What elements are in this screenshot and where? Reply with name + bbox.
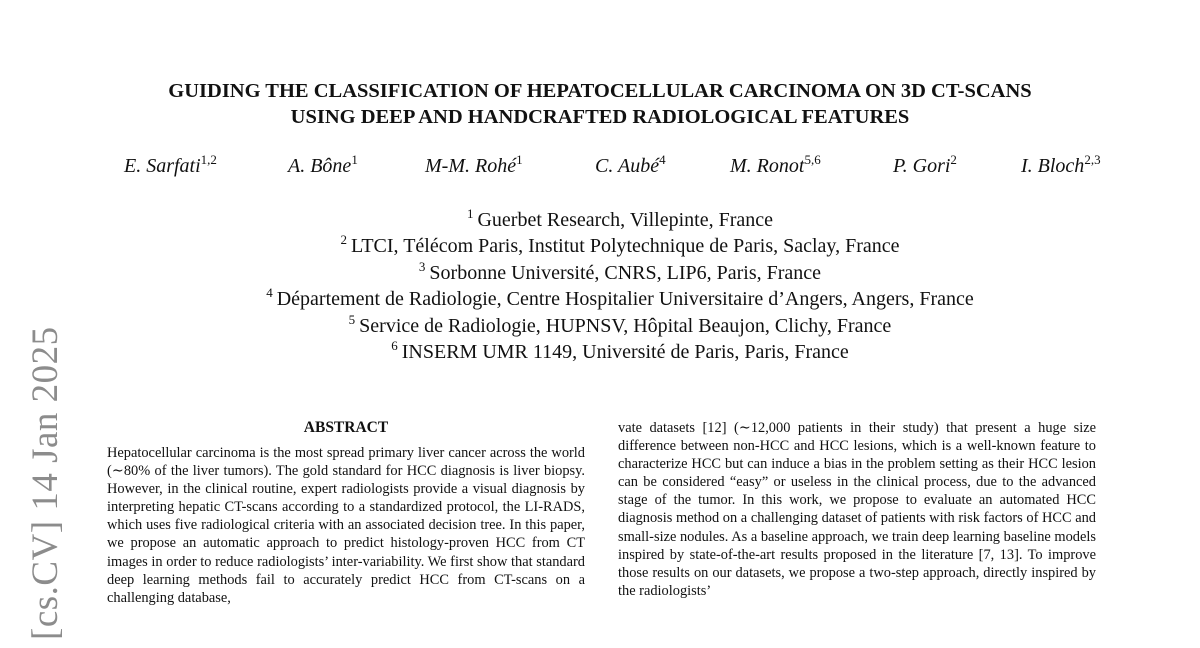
abstract-heading: ABSTRACT: [303, 419, 389, 436]
arxiv-stamp: [cs.CV] 14 Jan 2025: [25, 326, 66, 640]
abstract-body: Hepatocellular carcinoma is the most spread primary liver cancer across the world (∼80% of the liver tumors). The gold standard for HCC diagnosis is liver biopsy. However, in the clinical routine, expert radiologists provide a visual diagnosis by interpreting hepatic CT-scans according to a standardized protocol, the LI-RADS, which uses five radiological criteria with an associated decision tree. In this paper, we propose an automatic approach to predict histology-proven HCC from CT images in order to reduce radiologists’ inter-variability. We first show that standard deep learning methods fail to accurately predict HCC from CT-scans on a challenging database,: [107, 445, 585, 606]
author-2: A. Bône$^1$: [288, 152, 358, 177]
intro-body-right-column: vate datasets [12] (∼12,000 patients in their study) that present a huge size difference between non-HCC and HCC lesions, which is a well-known feature to characterize HCC but can induce a bias in the problem setting as their HCC lesion can be considered “easy” or useless in the clinical process, due to the advanced stage of the tumor. In this work, we propose to evaluate an automated HCC diagnosis method on a challenging dataset of patients with risk factors of HCC and small-size nodules. As a baseline approach, we train deep learning baseline models inspired by state-of-the-art results proposed in the literature [7, 13]. To improve those results on our datasets, we propose a two-step approach, directly inspired by the radiologists’: [618, 420, 1096, 599]
author-7: I. Bloch$^{2,3}$: [1021, 152, 1101, 177]
author-list: [122, 152, 1122, 185]
affiliation-2: $^2$ LTCI, Télécom Paris, Institut Polytechnique de Paris, Saclay, France: [340, 232, 900, 258]
affiliation-6: $^6$ INSERM UMR 1149, Université de Paris, Paris, France: [391, 338, 849, 364]
affiliation-3: $^3$ Sorbonne Université, CNRS, LIP6, Paris, France: [418, 258, 822, 284]
affiliation-list: [120, 207, 1120, 365]
affiliation-5: $^5$ Service de Radiologie, HUPNSV, Hôpital Beaujon, Clichy, France: [348, 311, 892, 337]
author-6: P. Gori$^2$: [893, 152, 957, 177]
author-5: M. Ronot$^{5,6}$: [730, 152, 821, 177]
author-4: C. Aubé$^4$: [595, 152, 666, 177]
title-line-2: USING DEEP AND HANDCRAFTED RADIOLOGICAL FEATURES: [290, 106, 910, 128]
paper-title: [60, 78, 1140, 130]
author-1: E. Sarfati$^{1,2}$: [124, 152, 217, 177]
affiliation-1: $^1$ Guerbet Research, Villepinte, France: [466, 206, 774, 231]
affiliation-4: $^4$ Département de Radiologie, Centre Hospitalier Universitaire d’Angers, Angers, France: [266, 285, 974, 311]
title-line-1: GUIDING THE CLASSIFICATION OF HEPATOCELLULAR CARCINOMA ON 3D CT-SCANS: [168, 80, 1032, 102]
author-3: M-M. Rohé$^1$: [425, 152, 523, 177]
